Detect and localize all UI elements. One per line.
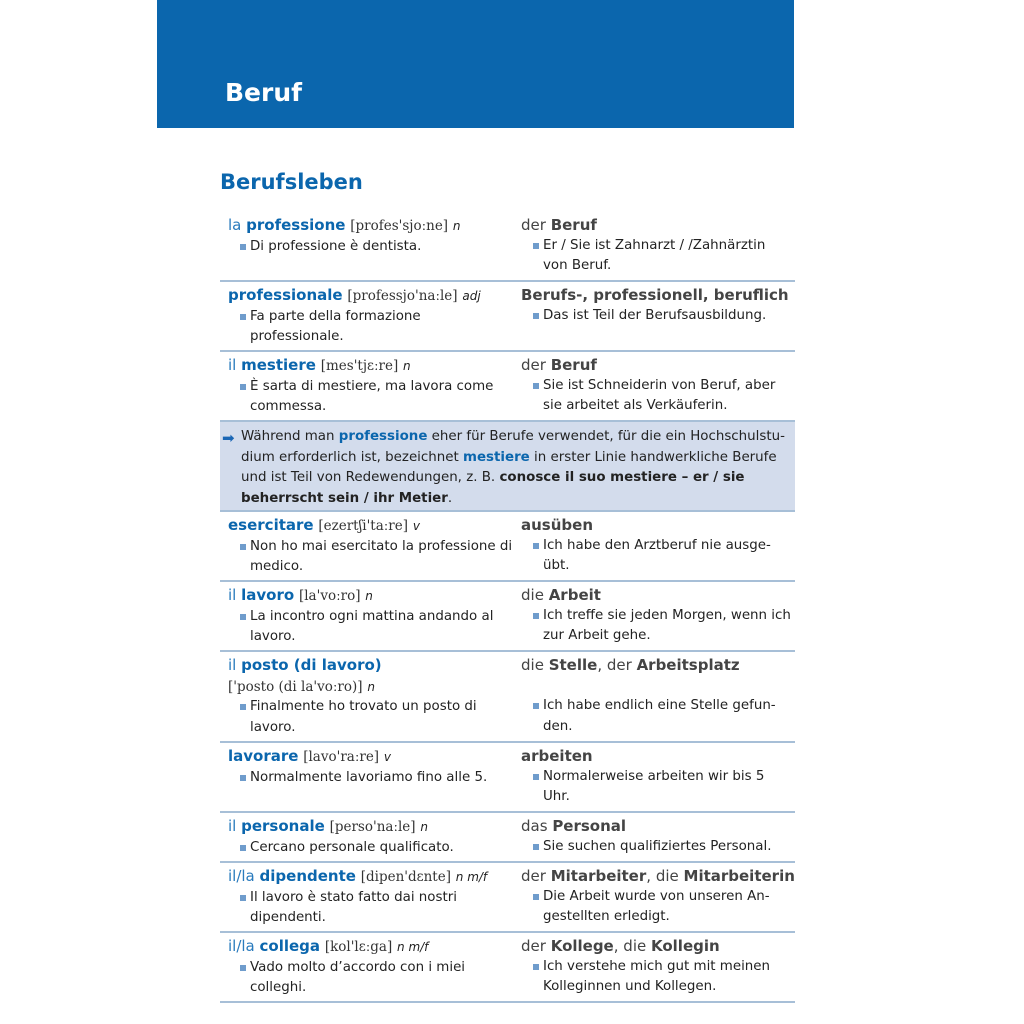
italian-headword: collega (259, 937, 321, 955)
article: il (228, 356, 237, 374)
german-example: Ich habe endlich eine Stelle gefun-den. (521, 696, 793, 737)
german-example: Sie suchen qualifiziertes Personal. (521, 837, 793, 858)
vocab-entry-personale (220, 813, 795, 863)
italian-column (228, 746, 513, 788)
italian-example: Non ho mai esercitato la professione di medico. (228, 537, 513, 578)
part-of-speech: v (412, 519, 420, 533)
german-headword: Personal (552, 817, 627, 835)
article: il (228, 586, 237, 604)
vocab-entry-esercitare (220, 512, 795, 582)
italian-headword: dipendente (259, 867, 356, 885)
german-headword: ausüben (521, 516, 593, 534)
german-example: Die Arbeit wurde von unseren An-gestellten erledigt. (521, 887, 793, 928)
article: der (521, 216, 546, 234)
italian-example: Fa parte della formazione professionale. (228, 307, 513, 348)
italian-column (228, 866, 513, 929)
german-headword: Beruf (550, 356, 597, 374)
pronunciation: [dipen'dɛnte] (360, 869, 451, 885)
pronunciation: [la'voːro] (298, 588, 361, 604)
note-text: . (447, 490, 453, 506)
vocab-entry-lavorare (220, 743, 795, 813)
note-text: Während man (241, 429, 339, 444)
german-example: Ich treffe sie jeden Morgen, wenn ich zur Arbeit gehe. (521, 606, 793, 647)
german-example: Ich habe den Arztberuf nie ausge-übt. (521, 536, 793, 577)
vocab-entry-professione (220, 212, 795, 282)
vocab-entry-collega (220, 933, 795, 1003)
german-column (521, 746, 793, 808)
part-of-speech: n (365, 589, 373, 603)
german-example: Sie ist Schneiderin von Beruf, aber sie arbeitet als Verkäuferin. (521, 376, 793, 417)
vocab-entry-lavoro (220, 582, 795, 652)
italian-example: È sarta di mestiere, ma lavora come commessa. (228, 377, 513, 418)
usage-note (220, 422, 795, 512)
article: die (655, 867, 679, 885)
article: der (521, 867, 546, 885)
italian-column (228, 655, 513, 738)
italian-example: La incontro ogni mattina andando al lavoro. (228, 607, 513, 648)
article: der (606, 656, 632, 674)
pronunciation: [kol'lɛːga] (324, 939, 393, 955)
german-headword: Arbeitsplatz (636, 656, 740, 674)
part-of-speech: n (452, 219, 461, 233)
part-of-speech: v (383, 750, 391, 764)
article: il/la (228, 867, 255, 885)
italian-example: Normalmente lavoriamo fino alle 5. (228, 768, 513, 789)
article: der (521, 937, 546, 955)
german-headword: Berufs-, professionell, beruflich (521, 286, 789, 304)
italian-example: Il lavoro è stato fatto dai nostri dipendenti. (228, 888, 513, 929)
german-column (521, 355, 793, 417)
italian-example: Di professione è dentista. (228, 237, 513, 258)
vocab-entry-mestiere (220, 352, 795, 422)
german-headword: arbeiten (521, 747, 593, 765)
italian-headword: professionale (228, 286, 343, 304)
vocabulary-table (220, 212, 795, 1003)
german-column (521, 655, 793, 737)
article: il (228, 817, 237, 835)
german-column (521, 585, 793, 647)
german-column (521, 285, 793, 326)
german-column (521, 515, 793, 577)
italian-column (228, 355, 513, 418)
separator: , (613, 937, 624, 955)
separator: , (646, 867, 656, 885)
italian-column (228, 816, 513, 858)
article: die (521, 656, 544, 674)
pronunciation: [profes'sjoːne] (350, 218, 449, 234)
german-headword: Mitarbeiterin (683, 867, 795, 885)
italian-column (228, 936, 513, 999)
article: il/la (228, 937, 255, 955)
pronunciation: [perso'naːle] (329, 819, 416, 835)
article: il (228, 656, 237, 674)
part-of-speech: n m/f (397, 940, 429, 954)
arrow-right-icon: ➡ (222, 429, 235, 447)
pronunciation: [lavo'raːre] (303, 749, 380, 765)
german-column (521, 215, 793, 277)
note-text: eher für Berufe verwendet, für die ein Hochschulstu-dium erforderlich ist, bezeichnet (241, 429, 785, 465)
note-example: conosce il suo mestiere – er / sie beherrscht sein / ihr Metier (241, 470, 745, 506)
part-of-speech: n (403, 359, 411, 373)
italian-column (228, 515, 513, 578)
german-headword: Arbeit (548, 586, 601, 604)
german-example: Das ist Teil der Berufsausbildung. (521, 306, 793, 327)
pronunciation: [ezertʃi'taːre] (318, 518, 409, 534)
article: der (521, 356, 546, 374)
italian-headword: lavorare (228, 747, 299, 765)
article: die (623, 937, 647, 955)
pronunciation: [mes'tjɛːre] (320, 358, 399, 374)
part-of-speech: n (367, 679, 375, 694)
part-of-speech: n m/f (455, 870, 488, 884)
vocab-entry-professionale (220, 282, 795, 352)
german-example: Normalerweise arbeiten wir bis 5 Uhr. (521, 767, 793, 808)
chapter-header-band (157, 0, 794, 128)
vocab-entry-dipendente (220, 863, 795, 933)
separator: , (597, 656, 607, 674)
italian-example: Cercano personale qualificato. (228, 838, 513, 859)
note-keyword: professione (338, 429, 428, 444)
italian-column (228, 215, 513, 257)
pronunciation: ['posto (di la'voːro)] (228, 678, 363, 695)
german-headword: Stelle (548, 656, 598, 674)
article: das (521, 817, 548, 835)
german-column (521, 816, 793, 857)
german-column (521, 866, 793, 928)
german-example: Ich verstehe mich gut mit meinen Kolleginnen und Kollegen. (521, 957, 793, 998)
pronunciation: [professjo'naːle] (347, 288, 458, 304)
italian-example: Vado molto d’accordo con i miei colleghi. (228, 958, 513, 999)
article: die (521, 586, 544, 604)
german-headword: Kollegin (651, 937, 720, 955)
note-text: in erster Linie handwerkliche Berufe und ist Teil von Redewendungen, z. B. (241, 449, 777, 485)
italian-headword: personale (241, 817, 325, 835)
italian-headword: esercitare (228, 516, 314, 534)
german-headword: Mitarbeiter (550, 867, 647, 885)
italian-headword: professione (246, 216, 346, 234)
section-title: Berufsleben (220, 170, 363, 194)
italian-column (228, 285, 513, 348)
italian-headword: posto (di lavoro) (241, 656, 382, 674)
german-column (521, 936, 793, 998)
part-of-speech: adj (462, 289, 481, 303)
italian-column (228, 585, 513, 648)
italian-headword: mestiere (241, 356, 316, 374)
vocab-entry-posto-di-lavoro (220, 652, 795, 743)
italian-example: Finalmente ho trovato un posto di lavoro. (228, 697, 513, 738)
part-of-speech: n (420, 820, 428, 834)
note-keyword: mestiere (463, 449, 530, 465)
article: la (228, 216, 242, 234)
chapter-title: Beruf (225, 78, 303, 107)
german-headword: Beruf (550, 216, 597, 234)
german-example: Er / Sie ist Zahnarzt / /Zahnärztin von Beruf. (521, 236, 793, 277)
italian-headword: lavoro (241, 586, 295, 604)
german-headword: Kollege (550, 937, 614, 955)
